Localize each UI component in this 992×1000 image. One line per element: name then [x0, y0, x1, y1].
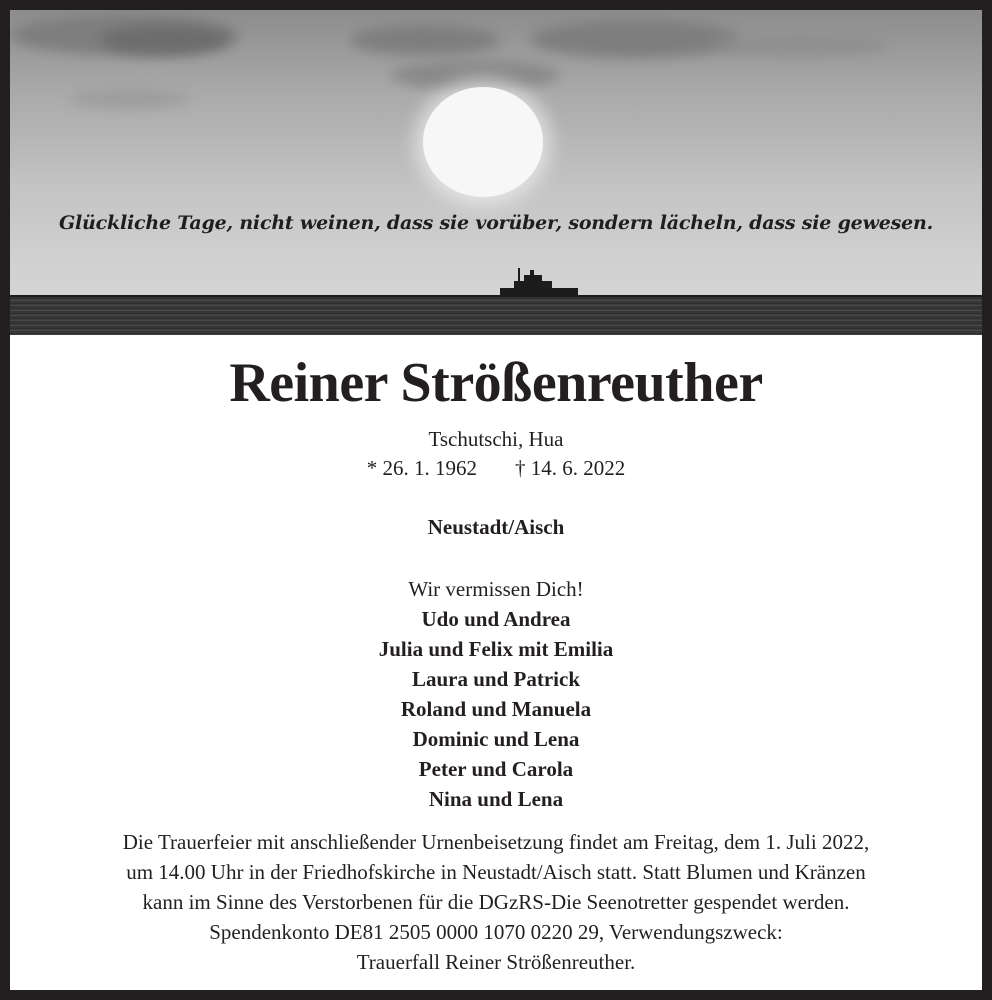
funeral-notice [10, 827, 982, 977]
notice-line: Trauerfall Reiner Strößenreuther. [356, 950, 636, 974]
notice-line: um 14.00 Uhr in der Friedhofskirche in Neustadt/Aisch statt. Statt Blumen und Kränzen [126, 860, 866, 884]
mourner-name: Julia und Felix mit Emilia [378, 637, 614, 661]
deceased-nickname: Tschutschi, Hua [428, 427, 564, 451]
hometown: Neustadt/Aisch [427, 515, 565, 539]
notice-line: kann im Sinne des Verstorbenen für die DGzRS-Die Seenotretter gespendet werden. [142, 890, 850, 914]
deceased-name: Reiner Strößenreuther [229, 352, 763, 414]
mourner-name: Nina und Lena [428, 787, 564, 811]
notice-line: Die Trauerfeier mit anschließender Urnenbeisetzung findet am Freitag, dem 1. Juli 2022, [122, 830, 870, 854]
notice-line: Spendenkonto DE81 2505 0000 1070 0220 29, Verwendungszweck: [209, 920, 783, 944]
sunset-sea-photo [10, 10, 982, 335]
ship-silhouette [500, 268, 580, 300]
mourner-name: Udo und Andrea [421, 607, 571, 631]
life-dates [10, 455, 982, 481]
mourner-name: Laura und Patrick [411, 667, 581, 691]
mourner-name: Dominic und Lena [412, 727, 580, 751]
death-date: † 14. 6. 2022 [515, 456, 626, 480]
mourner-name: Peter und Carola [418, 757, 574, 781]
sun [423, 87, 543, 197]
sea [10, 297, 982, 335]
obituary-text [10, 335, 982, 977]
memorial-quote: Glückliche Tage, nicht weinen, dass sie vorüber, sondern lächeln, dass sie gewesen. [58, 212, 934, 234]
mourners-list [10, 604, 982, 814]
mourners-intro: Wir vermissen Dich! [408, 577, 584, 601]
obituary-card [10, 10, 982, 990]
mourner-name: Roland und Manuela [400, 697, 592, 721]
birth-date: * 26. 1. 1962 [366, 456, 477, 480]
